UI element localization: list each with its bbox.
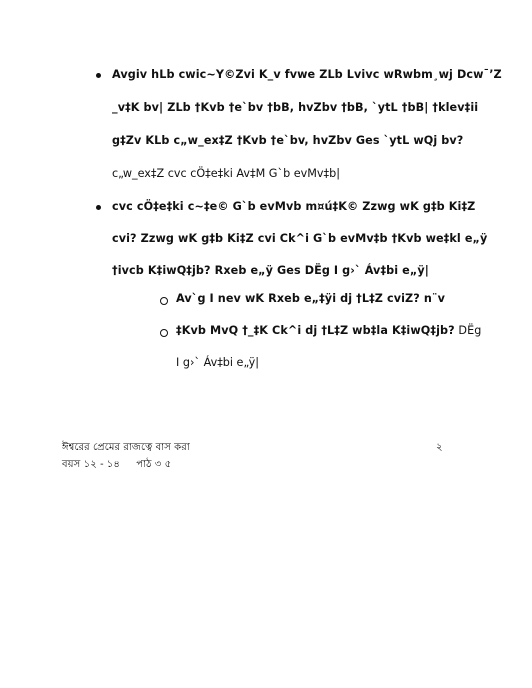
footer-page-number: ২ xyxy=(436,442,443,453)
bullet-1-line-2: _v‡K bv| ZLb †Kvb †e`bv †bB, hvZbv †bB, `ytL †bB| †klev‡ii xyxy=(112,101,479,114)
sub-bullet-2-tail: DËg xyxy=(454,324,482,337)
sub-bullet-2-line xyxy=(176,324,482,337)
footer-age-lesson: বয়স ১২ - ১৪ পাঠ ৩ ৫ xyxy=(62,459,172,470)
bullet-1-plain-line: c„w_ex‡Z cvc cÖ‡e‡ki Av‡M G`b evMv‡b| xyxy=(112,167,340,180)
sub-bullet-2-bold: ‡Kvb MvQ †_‡K Ck^i dj †L‡Z wb‡la K‡iwQ‡jb? xyxy=(176,324,455,337)
bullet-2-line-1: cvc cÖ‡e‡ki c~‡e© G`b evMvb m¤ú‡K© Zzwg wK g‡b Ki‡Z xyxy=(112,200,476,213)
bullet-1-line-1: Avgiv hLb cwic~Y©Zvi K_v fvwe ZLb Lvivc wRwbm¸wj Dcw¯’Z xyxy=(112,68,502,81)
sub-bullet-circle-1 xyxy=(160,297,168,305)
bullet-disc-1 xyxy=(96,73,101,78)
footer-title: ঈশ্বরের প্রেমের রাজত্বে বাস করা xyxy=(62,442,190,453)
sub-bullet-circle-2 xyxy=(160,329,168,337)
sub-bullet-2-second-line: I g›` Áv‡bi e„ÿ| xyxy=(176,356,260,369)
sub-bullet-1-line: Av`g I nev wK Rxeb e„‡ÿi dj †L‡Z cviZ? n¨v xyxy=(176,292,445,305)
bullet-2-line-3: †ivcb K‡iwQ‡jb? Rxeb e„ÿ Ges DËg I g›` Áv‡bi e„ÿ| xyxy=(112,264,429,277)
bullet-2-line-2: cvi? Zzwg wK g‡b Ki‡Z cvi Ck^i G`b evMv‡b †Kvb we‡kl e„ÿ xyxy=(112,232,488,245)
bullet-disc-2 xyxy=(96,205,101,210)
bullet-1-line-3: g‡Zv KLb c„w_ex‡Z †Kvb †e`bv, hvZbv Ges `ytL wQj bv? xyxy=(112,134,464,147)
